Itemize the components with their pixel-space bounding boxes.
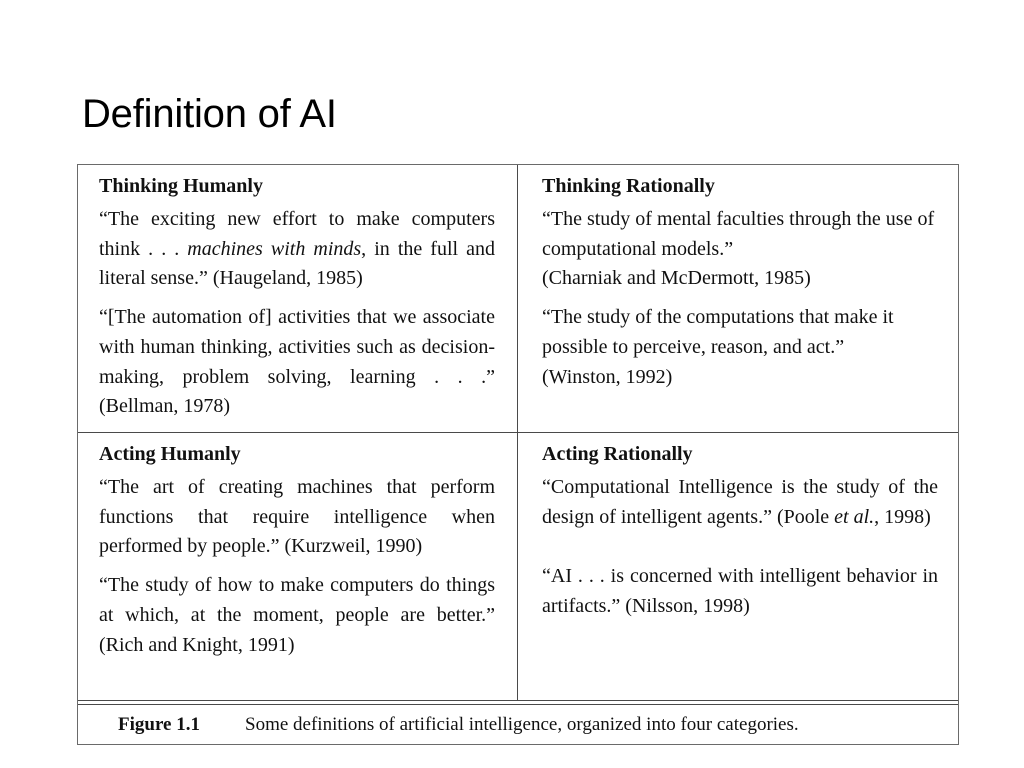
- caption-divider-top: [78, 700, 958, 701]
- quote-charniak-mcdermott: [542, 205, 938, 294]
- quote-bellman: “[The automation of] activities that we associate with human thinking, activities such as decision-making, problem solving, learning . . .” (Bellman, 1978): [99, 306, 495, 418]
- definitions-grid: [78, 165, 958, 701]
- definitions-figure: [77, 164, 959, 745]
- cell-heading: Thinking Humanly: [99, 175, 263, 197]
- quote-nilsson: “AI . . . is concerned with intelligent behavior in artifacts.” (Nilsson, 1998): [542, 565, 938, 618]
- figure-label: Figure 1.1: [118, 714, 200, 735]
- cell-acting-rationally: [542, 441, 938, 631]
- caption-divider-bottom: [78, 704, 958, 705]
- cell-thinking-rationally: [542, 173, 938, 401]
- quote-kurzweil: “The art of creating machines that perform functions that require intelligence when performed by people.” (Kurzweil, 1990): [99, 476, 495, 558]
- cell-heading: Acting Rationally: [542, 443, 693, 465]
- quote-text: “The study of mental faculties through the use of computational models.”: [542, 208, 935, 260]
- quote-italic-text: machines with minds: [187, 237, 362, 260]
- quote-italic-text: et al.: [834, 505, 875, 528]
- quote-haugeland: [99, 205, 495, 294]
- quote-text: “Computational Intelligence is the study of the design of intelligent agents.” (Poole: [542, 476, 938, 528]
- quote-text: “The study of the computations that make it possible to perceive, reason, and act.”: [542, 306, 894, 358]
- quote-citation: (Winston, 1992): [542, 365, 673, 388]
- quote-text: , in the full and literal sense.” (Haugeland, 1985): [99, 237, 495, 290]
- column-divider: [517, 165, 518, 701]
- cell-thinking-humanly: [99, 173, 495, 431]
- figure-caption: [118, 713, 799, 737]
- cell-heading: Thinking Rationally: [542, 175, 715, 197]
- cell-heading: Acting Humanly: [99, 443, 241, 465]
- figure-caption-text: Some definitions of artificial intelligence, organized into four categories.: [245, 714, 799, 735]
- quote-rich-knight: “The study of how to make computers do things at which, at the moment, people are better.” (Rich and Knight, 1991): [99, 574, 495, 656]
- quote-winston: [542, 303, 938, 392]
- slide-title: Definition of AI: [82, 92, 337, 136]
- quote-poole: [542, 473, 938, 532]
- quote-text: “The exciting new effort to make computers think . . .: [99, 208, 495, 260]
- row-divider: [78, 432, 958, 433]
- quote-text: , 1998): [874, 505, 931, 528]
- quote-citation: (Charniak and McDermott, 1985): [542, 267, 811, 290]
- cell-acting-humanly: [99, 441, 495, 669]
